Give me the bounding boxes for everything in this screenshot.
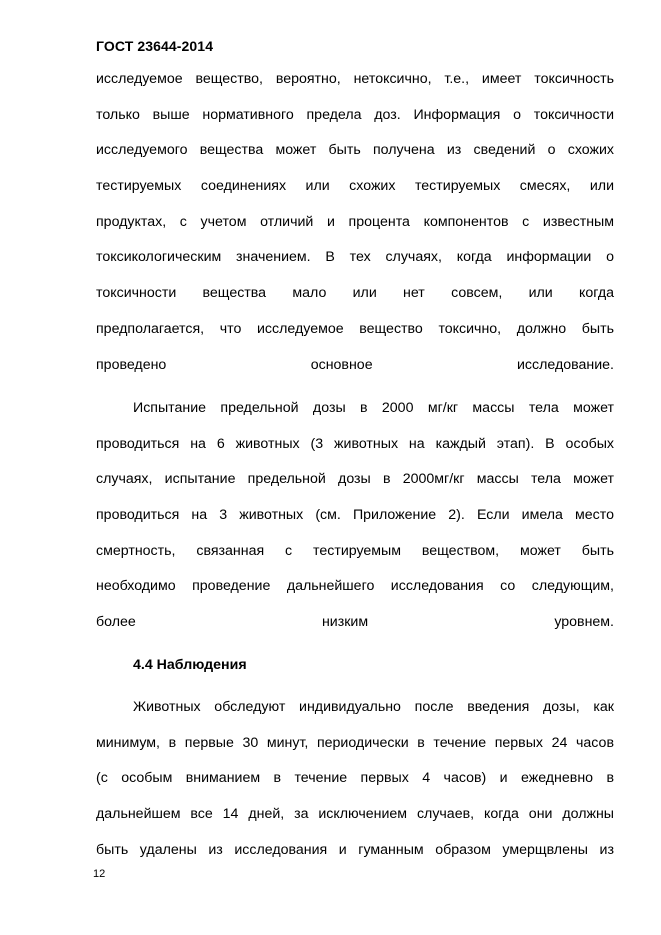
- paragraph-line: минимум, в первые 30 минут, периодически в течение первых 24 часов: [96, 734, 614, 751]
- paragraph-line: токсикологическим значением. В тех случаях, когда информации о: [96, 249, 614, 266]
- paragraph-line: более низким уровнем.: [96, 614, 614, 631]
- paragraph-line: исследуемого вещества может быть получена из сведений о схожих: [96, 142, 614, 159]
- paragraph-line: проведено основное исследование.: [96, 356, 614, 373]
- paragraph-line: предполагается, что исследуемое вещество токсично, должно быть: [96, 320, 614, 337]
- paragraph-line: случаях, испытание предельной дозы в 2000мг/кг массы тела может: [96, 471, 614, 488]
- paragraph-line: продуктах, с учетом отличий и процента компонентов с известным: [96, 213, 614, 230]
- paragraph-3: [96, 690, 614, 868]
- paragraph-line: тестируемых соединениях или схожих тестируемых смесях, или: [96, 178, 614, 195]
- paragraph-line: токсичности вещества мало или нет совсем, или когда: [96, 285, 614, 302]
- paragraph-2: [96, 391, 614, 641]
- paragraph-line: необходимо проведение дальнейшего исследования со следующим,: [96, 578, 614, 595]
- paragraph-line: (с особым вниманием в течение первых 4 часов) и ежедневно в: [96, 770, 614, 787]
- paragraph-line: проводиться на 6 животных (3 животных на каждый этап). В особых: [96, 435, 614, 452]
- paragraph-line: исследуемое вещество, вероятно, нетоксично, т.е., имеет токсичность: [96, 71, 614, 87]
- page-number: 12: [93, 868, 106, 880]
- document-header: ГОСТ 23644-2014: [96, 38, 214, 54]
- paragraph-line: быть удалены из исследования и гуманным образом умерщвлены из: [96, 841, 614, 858]
- paragraph-1: [96, 62, 614, 383]
- paragraph-line: проводиться на 3 животных (см. Приложение 2). Если имела место: [96, 507, 614, 524]
- section-heading: 4.4 Наблюдения: [133, 657, 247, 673]
- paragraph-line: только выше нормативного предела доз. Информация о токсичности: [96, 106, 614, 123]
- paragraph-line: дальнейшем все 14 дней, за исключением случаев, когда они должны: [96, 806, 614, 823]
- paragraph-line: смертность, связанная с тестируемым веществом, может быть: [96, 542, 614, 559]
- paragraph-line: Животных обследуют индивидуально после введения дозы, как: [133, 699, 614, 715]
- paragraph-line: Испытание предельной дозы в 2000 мг/кг массы тела может: [133, 400, 614, 416]
